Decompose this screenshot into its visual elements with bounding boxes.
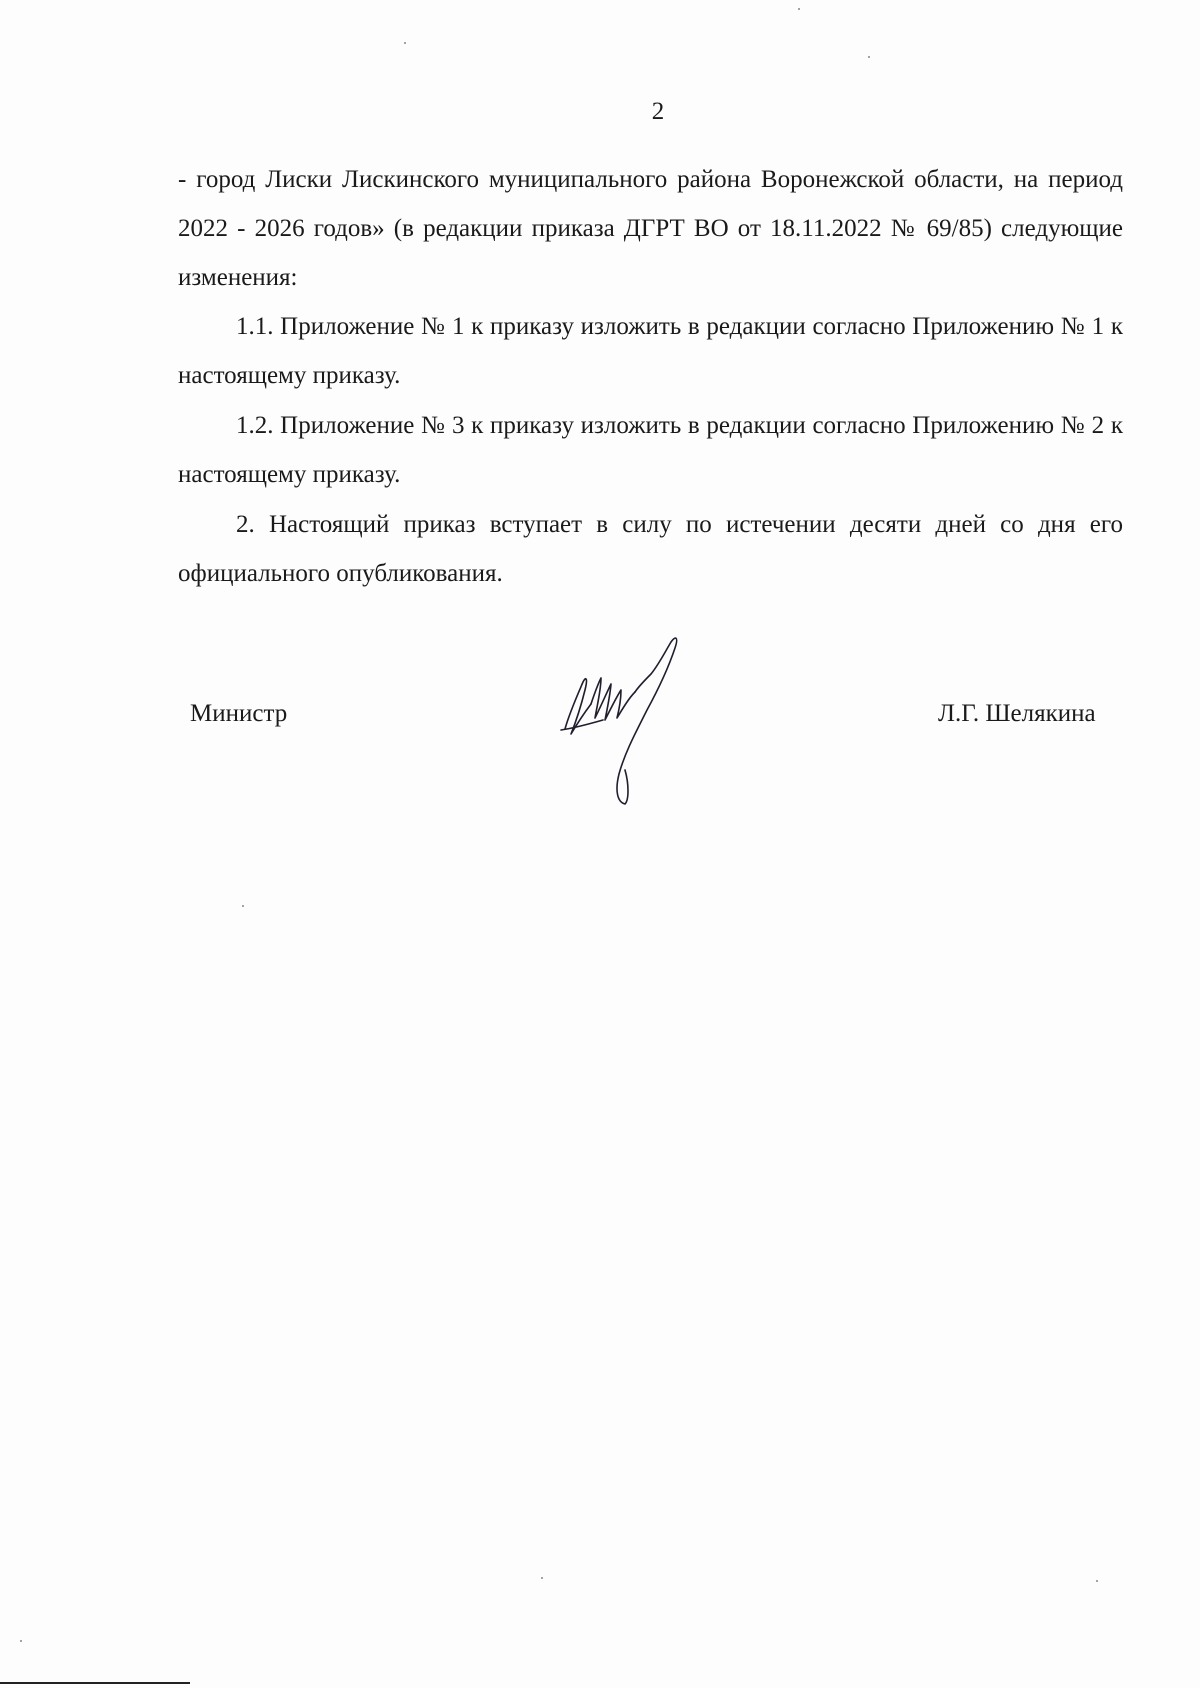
item-2-text: 2. Настоящий приказ вступает в силу по истечении десяти дней со дня его официального опубликования.	[178, 511, 1123, 587]
scan-speck	[868, 56, 870, 58]
intro-text: - город Лиски Лискинского муниципального района Воронежской области, на период 2022 - 2026 годов» (в редакции приказа ДГРТ ВО от 18.11.2022 № 69/85) следующие изменения:	[178, 166, 1123, 291]
signatory-role: Министр	[190, 700, 288, 727]
page-number: 2	[651, 98, 665, 125]
scan-speck	[541, 1577, 543, 1579]
scan-speck	[242, 905, 244, 907]
intro-paragraph	[178, 155, 1123, 302]
signatory-name: Л.Г. Шелякина	[938, 700, 1096, 727]
scan-speck	[1096, 1580, 1098, 1582]
scan-speck	[404, 42, 406, 44]
item-1-2-paragraph	[178, 401, 1123, 499]
scan-speck	[20, 1640, 22, 1642]
scan-speck	[798, 8, 800, 10]
item-2-paragraph	[178, 500, 1123, 598]
item-1-1-text: 1.1. Приложение № 1 к приказу изложить в редакции согласно Приложению № 1 к настоящему приказу.	[178, 313, 1123, 389]
item-1-1-paragraph	[178, 302, 1123, 400]
scan-edge-line	[0, 1682, 190, 1684]
handwritten-signature	[555, 634, 705, 814]
item-1-2-text: 1.2. Приложение № 3 к приказу изложить в редакции согласно Приложению № 2 к настоящему приказу.	[178, 412, 1123, 488]
